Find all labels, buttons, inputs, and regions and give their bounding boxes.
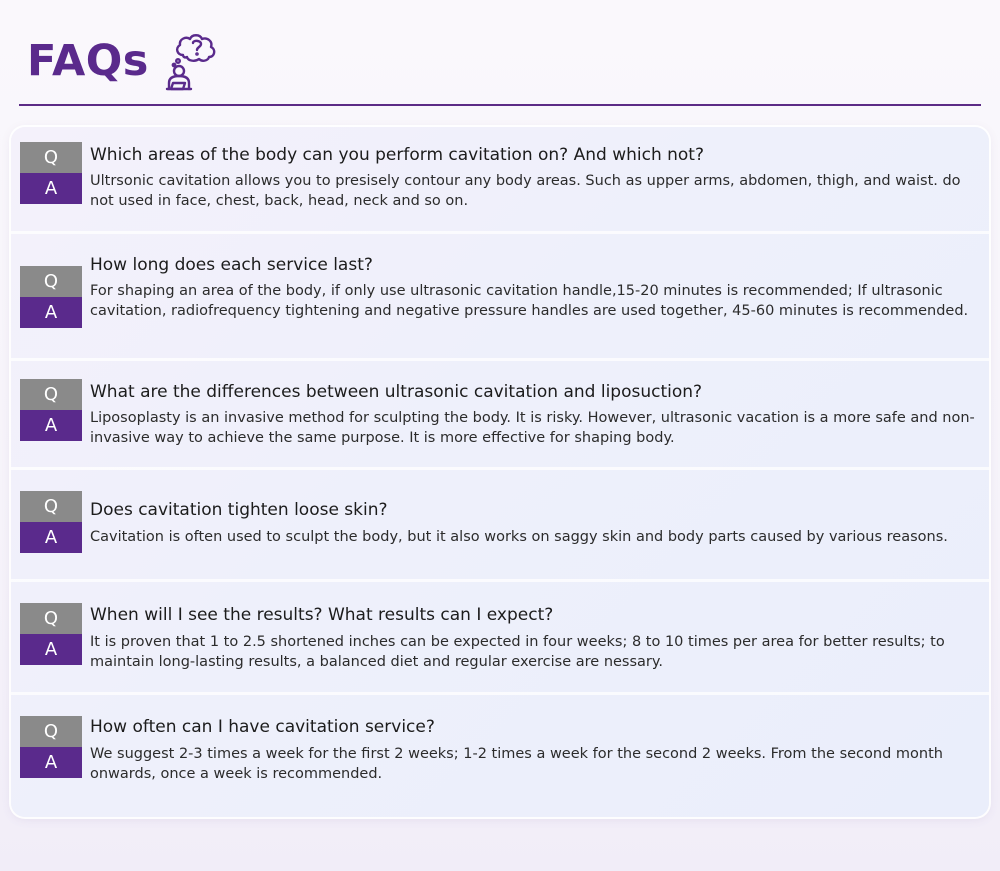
faq-divider bbox=[11, 467, 989, 470]
thinking-person-question-icon bbox=[163, 31, 223, 91]
a-badge: A bbox=[20, 747, 82, 778]
faq-header bbox=[27, 30, 223, 92]
faq-answer-6: We suggest 2-3 times a week for the first 2 weeks; 1-2 times a week for the second 2 weeks. From the second month onwards, once a week is recommended. bbox=[90, 746, 943, 782]
faq-question-2: How long does each service last? bbox=[90, 255, 373, 275]
faq-answer-2: For shaping an area of the body, if only use ultrasonic cavitation handle,15-20 minutes is recommended; If ultrasonic cavitation, radiofrequency tightening and negative pressure handles are used together, 45-60 minutes is recommended. bbox=[90, 283, 969, 319]
a-badge: A bbox=[20, 634, 82, 665]
faq-question-1: Which areas of the body can you perform cavitation on? And which not? bbox=[90, 145, 704, 165]
faq-answer-3: Liposoplasty is an invasive method for sculpting the body. It is risky. However, ultrasonic vacation is a more safe and non-invasive way to achieve the same purpose. It is more effective for shaping body. bbox=[90, 410, 975, 446]
qa-badge bbox=[20, 379, 82, 441]
faq-answer-1: Ultrsonic cavitation allows you to presisely contour any body areas. Such as upper arms, abdomen, thigh, and waist. do not used in face, chest, back, head, neck and so on. bbox=[90, 173, 961, 209]
a-badge: A bbox=[20, 410, 82, 441]
faq-panel bbox=[11, 127, 989, 817]
faq-answer-4: Cavitation is often used to sculpt the body, but it also works on saggy skin and body parts caused by various reasons. bbox=[90, 529, 948, 545]
faq-divider bbox=[11, 692, 989, 695]
faq-question-4: Does cavitation tighten loose skin? bbox=[90, 500, 388, 520]
faq-divider bbox=[11, 579, 989, 582]
faq-divider bbox=[11, 358, 989, 361]
qa-badge bbox=[20, 716, 82, 778]
faq-question-5: When will I see the results? What results can I expect? bbox=[90, 605, 554, 625]
q-badge: Q bbox=[20, 379, 82, 410]
qa-badge bbox=[20, 603, 82, 665]
q-badge: Q bbox=[20, 603, 82, 634]
q-badge: Q bbox=[20, 266, 82, 297]
qa-badge bbox=[20, 266, 82, 328]
qa-badge bbox=[20, 142, 82, 204]
page-title: FAQs bbox=[27, 35, 149, 86]
q-badge: Q bbox=[20, 142, 82, 173]
faq-divider bbox=[11, 231, 989, 234]
a-badge: A bbox=[20, 522, 82, 553]
faq-answer-5: It is proven that 1 to 2.5 shortened inches can be expected in four weeks; 8 to 10 times per area for better results; to maintain long-lasting results, a balanced diet and regular exercise are nessary. bbox=[90, 634, 945, 670]
q-badge: Q bbox=[20, 716, 82, 747]
qa-badge bbox=[20, 491, 82, 553]
q-badge: Q bbox=[20, 491, 82, 522]
header-divider bbox=[19, 104, 981, 106]
a-badge: A bbox=[20, 297, 82, 328]
a-badge: A bbox=[20, 173, 82, 204]
faq-question-3: What are the differences between ultrasonic cavitation and liposuction? bbox=[90, 382, 703, 402]
faq-question-6: How often can I have cavitation service? bbox=[90, 717, 435, 737]
